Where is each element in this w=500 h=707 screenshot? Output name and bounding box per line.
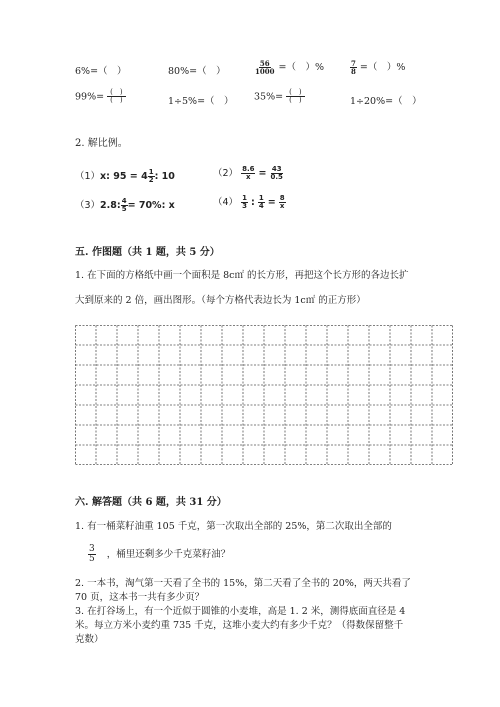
graph-paper-grid[interactable] [75,325,453,465]
fraction: $\frac{3}{5}$ [89,544,95,564]
equation-3: （3）2.8: $\frac{4}{5}$ = 70%: x [75,197,175,213]
conv-2-2: 1÷5%=（ ） [168,96,234,107]
section-title: 五. 作图题（共 1 题，共 5 分） [75,247,220,258]
fraction: $\frac{43}{0.5}$ [270,165,283,181]
fraction: $\frac{1}{4}$ [258,194,264,210]
fraction: $\frac{1}{3}$ [242,194,247,210]
fraction: $\frac{56}{1000}$ [255,59,275,76]
fraction: $\frac{4}{5}$ [121,197,127,213]
fraction: $\frac{1}{2}$ [148,168,154,184]
section-title: 六. 解答题（共 6 题，共 31 分） [75,497,227,508]
conv-2-4: 1÷20%=（ ） [350,96,422,107]
fraction: $\frac{8.6}{x}$ [242,165,255,181]
question-text: 克数） [75,634,104,645]
conv-2-1: 99%= $\frac{( )}{( )}$ [75,89,126,105]
fraction: $\frac{7}{8}$ [351,59,356,76]
equation-4: （4） $\frac{1}{3}$ : $\frac{1}{4}$ = $\frac{8}{x}$ [213,194,285,210]
blank-fraction: $\frac{( )}{( )}$ [107,89,125,105]
question-text: 70 页，这本书一共有多少页？ [75,592,205,603]
conv-2-3: 35%= $\frac{( )}{( )}$ [254,89,305,105]
equation-1: （1）x: 95 = 4 $\frac{1}{2}$ : 10 [75,168,175,184]
conv-1-4: $\frac{7}{8}$ =（ ）% [351,59,406,76]
question-title: 2. 解比例。 [75,138,128,149]
conv-1-1: 6%=（ ） [75,66,127,77]
question-text: 3. 在打谷场上，有一个近似于圆锥的小麦堆，高是 1. 2 米，测得底面直径是 4 [75,606,406,617]
grid-lines [75,325,453,465]
question-text: $\frac{3}{5}$ ，桶里还剩多少千克菜籽油？ [89,544,231,564]
question-text: 2. 一本书，淘气第一天看了全书的 15%，第二天看了全书的 20%，两天共看了 [75,578,411,589]
blank-fraction: $\frac{( )}{( )}$ [286,89,304,105]
question-text: 米。每立方米小麦约重 735 千克，这堆小麦大约有多少千克？（得数保留整千 [75,620,404,631]
fraction: $\frac{8}{x}$ [279,194,285,210]
question-text: 1. 在下面的方格纸中画一个面积是 8c㎡ 的长方形，再把这个长方形的各边长扩 [75,270,409,281]
question-text: 大到原来的 2 倍，画出图形。（每个方格代表边长为 1c㎡ 的正方形） [75,295,366,306]
conv-1-3: $\frac{56}{1000}$ =（ ）% [255,59,325,76]
question-text: 1. 有一桶菜籽油重 105 千克，第一次取出全部的 25%，第二次取出全部的 [75,521,392,532]
conv-1-2: 80%=（ ） [168,66,226,77]
equation-2: （2） $\frac{8.6}{x}$ = $\frac{43}{0.5}$ [213,165,283,181]
